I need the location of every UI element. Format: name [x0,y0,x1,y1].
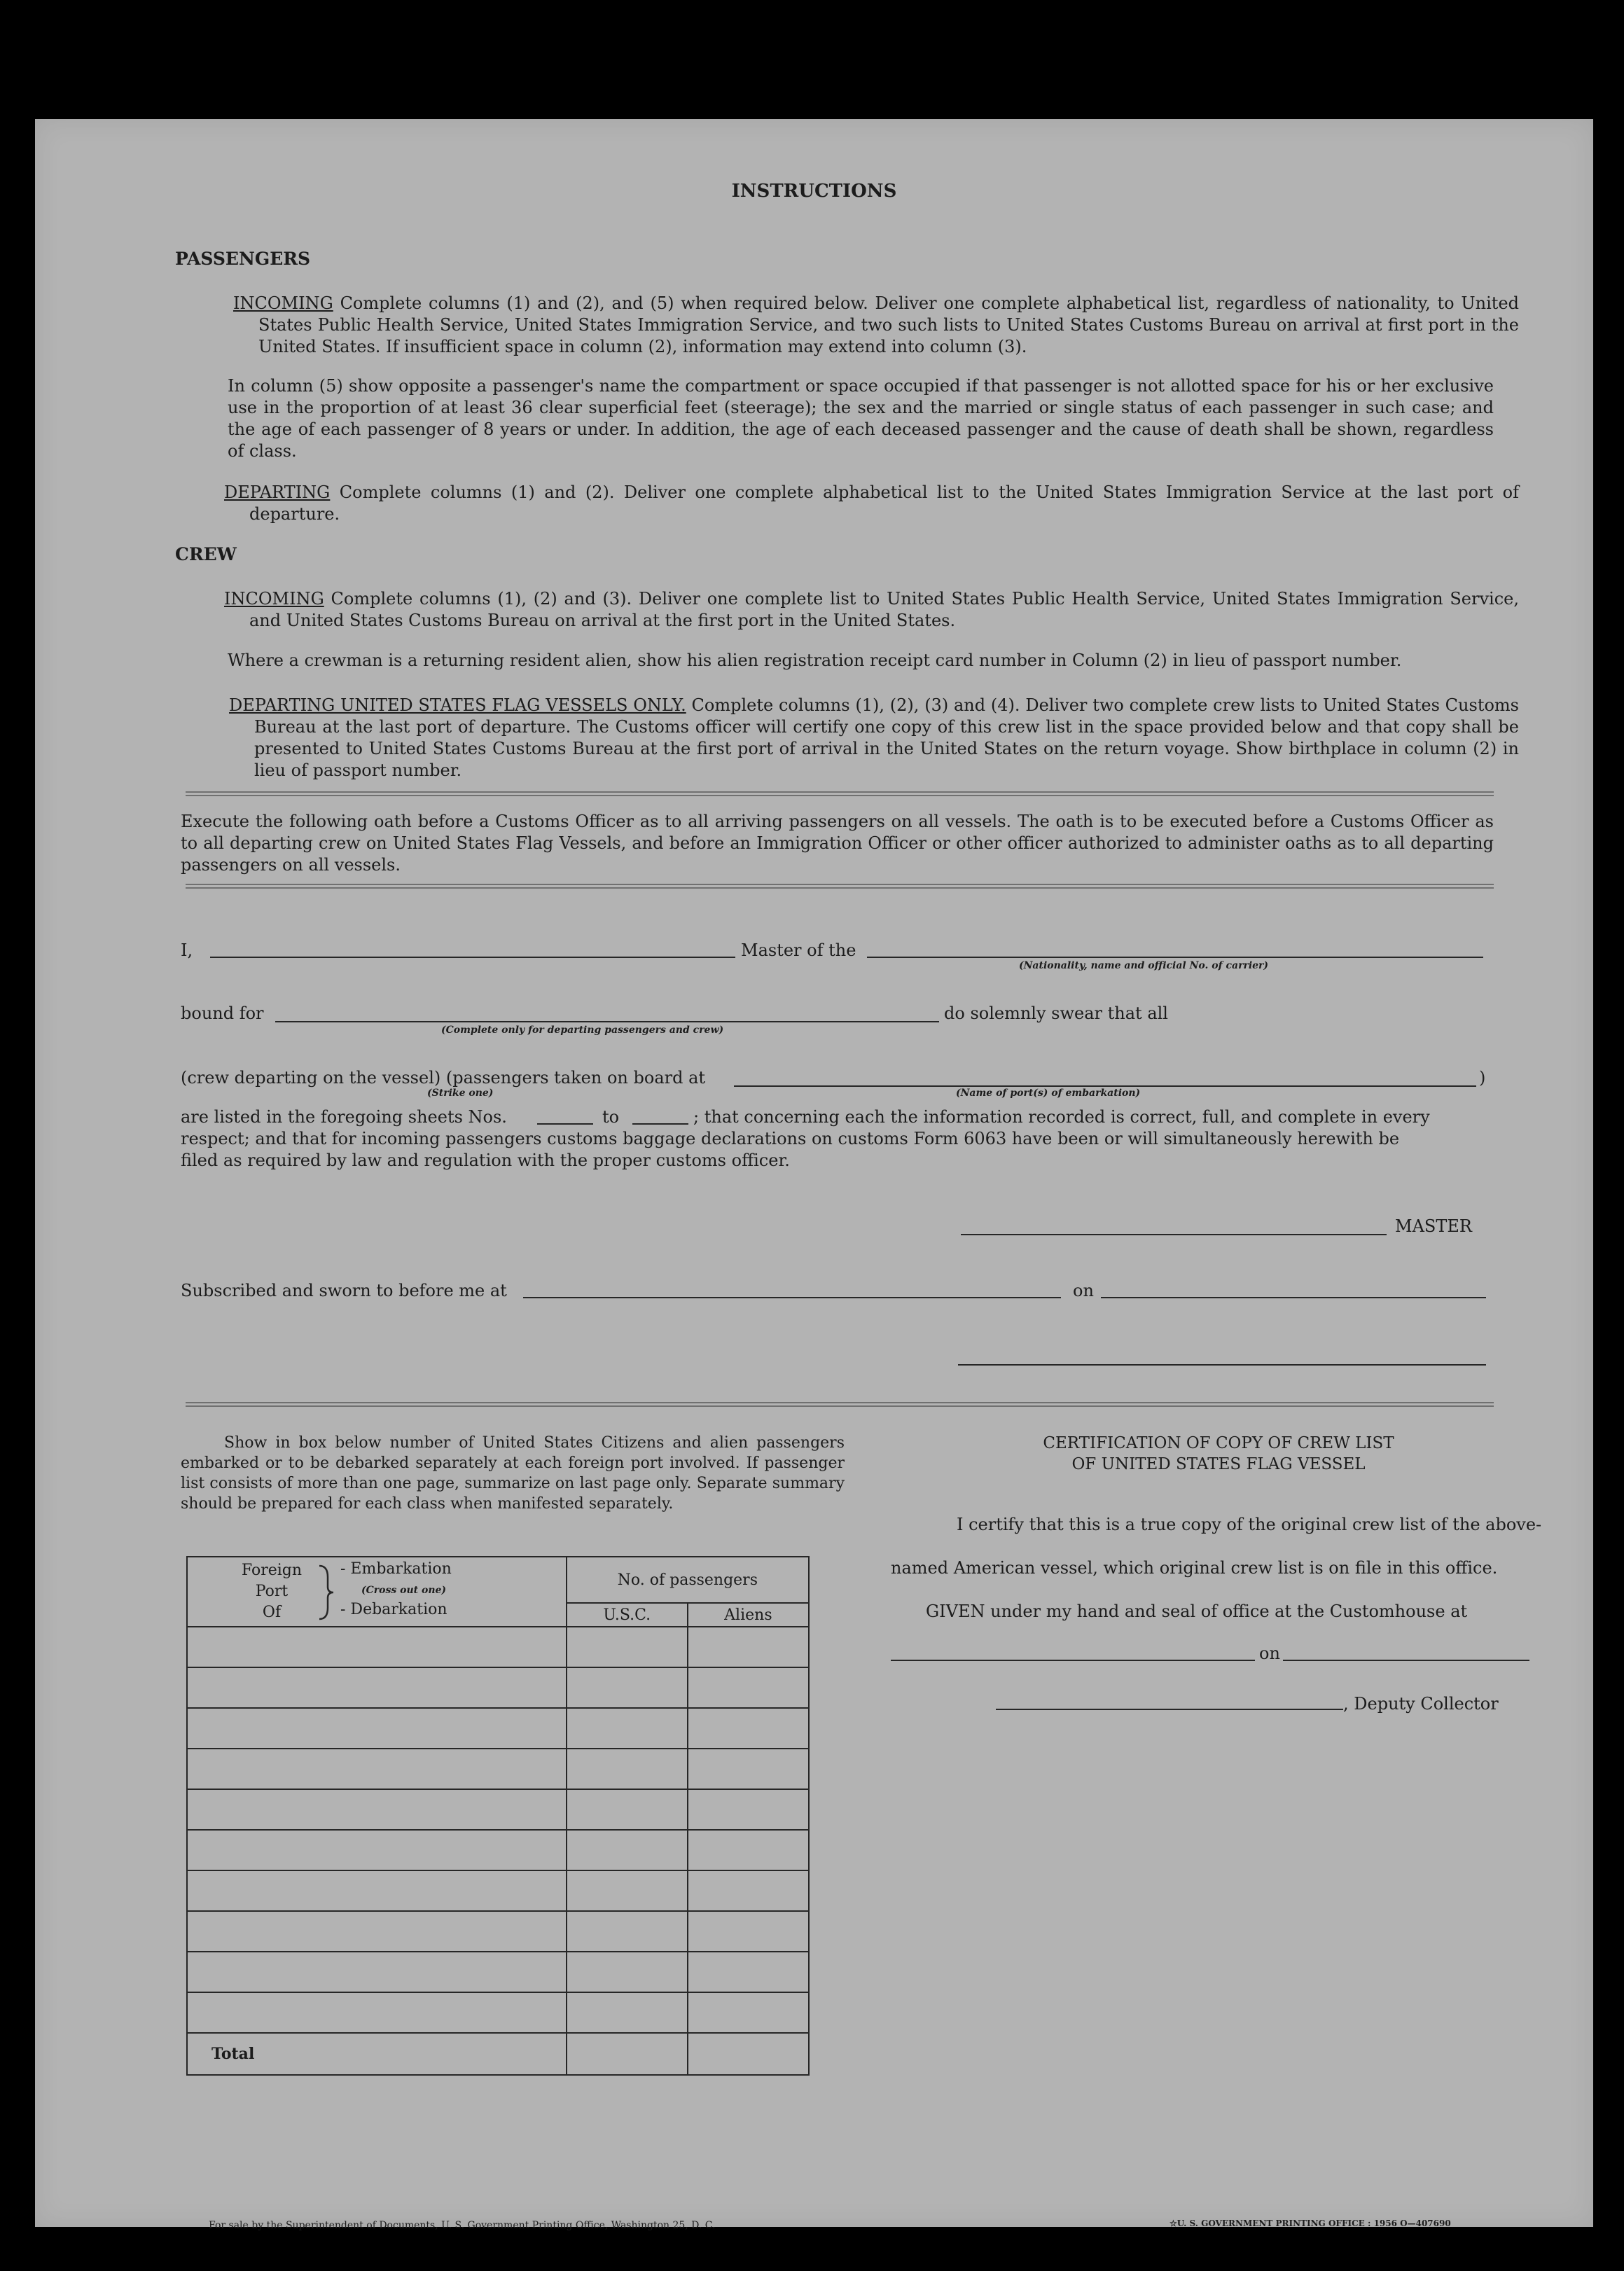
table-row [187,1830,809,1870]
port-header-cell [187,1557,567,1627]
listed-text-a: are listed in the foregoing sheets Nos. [181,1107,507,1127]
num-passengers-header: No. of passengers [567,1557,809,1603]
table-row [187,1992,809,2033]
crew-incoming-paragraph [224,588,1519,632]
page-title: INSTRUCTIONS [731,181,897,202]
usc-cell[interactable] [567,1667,688,1708]
foreign-label: Foreign [241,1562,303,1579]
crew-departing-text: Complete columns (1), (2), (3) and (4). Deliver two complete crew lists to United States Customs Bureau at the last port of departure. The Customs officer will certify one copy of this crew list in the space provided below and that copy shall be presented to United States Customs Bureau at the first port of arrival in the United States on the return voyage. Show birthplace in column (2) in lieu of passport number. [254,695,1519,780]
divider [186,884,1494,889]
cross-out-caption: (Cross out one) [361,1585,447,1596]
crew-departing-label: DEPARTING UNITED STATES FLAG VESSELS ONLY. [229,695,686,715]
certification-title-2: OF UNITED STATES FLAG VESSEL [1071,1455,1366,1473]
table-row [187,1627,809,1667]
usc-cell[interactable] [567,1708,688,1749]
total-aliens-cell[interactable] [688,2033,809,2075]
table-row [187,1667,809,1708]
passengers-incoming-paragraph [233,293,1519,358]
carrier-field[interactable] [867,957,1483,958]
port-cell[interactable] [187,1789,567,1830]
aliens-cell[interactable] [688,1830,809,1870]
sworn-on-label: on [1073,1281,1094,1300]
passengers-departing-text: Complete columns (1) and (2). Deliver one complete alphabetical list to the United States Immigration Service at the last port of departure. [249,482,1519,524]
table-row [187,1789,809,1830]
usc-cell[interactable] [567,1627,688,1667]
crew-incoming-text: Complete columns (1), (2) and (3). Deliver one complete list to United States Public Health Service, United States Immigration Service, and United States Customs Bureau on arrival at the first port in the United States. [249,589,1519,630]
crew-passengers-text: (crew departing on the vessel) (passengers taken on board at [181,1068,706,1088]
total-label: Total [187,2033,567,2075]
listed-text-c: respect; and that for incoming passengers customs baggage declarations on customs Form 6063 have been or will simultaneously herewith be [181,1129,1400,1148]
passengers-departing-paragraph [224,482,1519,525]
sheet-from-field[interactable] [537,1123,593,1125]
aliens-cell[interactable] [688,1708,809,1749]
port-cell[interactable] [187,1667,567,1708]
table-row [187,1911,809,1952]
master-signature-field[interactable] [961,1234,1387,1235]
oath-intro: Execute the following oath before a Customs Officer as to all arriving passengers on all vessels. The oath is to be executed before a Customs Officer as to all departing crew on United States Flag Vessels, and before an Immigration Officer or other officer authorized to administer oaths as to all departing passengers on all vessels. [181,812,1494,875]
certification-on-label: on [1259,1644,1280,1663]
certification-title-1: CERTIFICATION OF COPY OF CREW LIST [1043,1434,1394,1452]
port-cell[interactable] [187,1749,567,1789]
i-label: I, [181,940,193,960]
port-cell[interactable] [187,1830,567,1870]
aliens-cell[interactable] [688,1789,809,1830]
strike-one-caption: (Strike one) [427,1088,494,1099]
usc-cell[interactable] [567,1992,688,2033]
of-label: Of [262,1604,282,1621]
aliens-header: Aliens [688,1603,809,1627]
port-label: Port [255,1583,289,1600]
table-row [187,1708,809,1749]
listed-text-d: filed as required by law and regulation with the proper customs officer. [181,1151,790,1170]
passengers-incoming-text: Complete columns (1) and (2), and (5) when required below. Deliver one complete alphabetical list, regardless of nationality, to United States Public Health Service, United States Immigration Service, and two such lists to United States Customs Bureau on arrival at first port in the United States. If insufficient space in column (2), information may extend into column (3). [258,293,1519,356]
usc-cell[interactable] [567,1749,688,1789]
close-paren: ) [1479,1068,1486,1088]
debarkation-label: - Debarkation [340,1601,447,1618]
aliens-cell[interactable] [688,1667,809,1708]
summary-instructions: Show in box below number of United States Citizens and alien passengers embarked or to be debarked separately at each foreign port involved. If passenger list consists of more than one page, summarize on last page only. Separate summary should be prepared for each class when manifested separately. [181,1434,845,1513]
listed-to-label: to [602,1107,620,1127]
aliens-cell[interactable] [688,1911,809,1952]
bound-for-field[interactable] [275,1021,939,1022]
port-cell[interactable] [187,1870,567,1911]
given-text: GIVEN under my hand and seal of office at the Customhouse at [926,1602,1468,1621]
aliens-cell[interactable] [688,1992,809,2033]
total-usc-cell[interactable] [567,2033,688,2075]
crew-resident-paragraph: Where a crewman is a returning resident alien, show his alien registration receipt card number in Column (2) in lieu of passport number. [228,651,1402,670]
usc-cell[interactable] [567,1911,688,1952]
customhouse-field[interactable] [891,1660,1255,1661]
deputy-collector-signature-field[interactable] [996,1709,1343,1710]
sworn-date-field[interactable] [1101,1297,1486,1298]
gpo-sale-notice: For sale by the Superintendent of Documents, U. S. Government Printing Office, Washington 25, D. C. [209,2220,716,2231]
usc-cell[interactable] [567,1952,688,1992]
master-label: MASTER [1395,1216,1472,1236]
port-cell[interactable] [187,1952,567,1992]
aliens-cell[interactable] [688,1627,809,1667]
passengers-departing-label: DEPARTING [224,482,331,502]
port-cell[interactable] [187,1708,567,1749]
embarkation-label: - Embarkation [340,1560,452,1578]
passengers-heading: PASSENGERS [175,249,311,269]
total-row [187,2033,809,2075]
crew-departing-paragraph [229,695,1519,782]
certify-text-2: named American vessel, which original crew list is on file in this office. [891,1558,1498,1578]
certification-date-field[interactable] [1283,1660,1529,1661]
usc-cell[interactable] [567,1789,688,1830]
aliens-cell[interactable] [688,1952,809,1992]
port-cell[interactable] [187,1992,567,2033]
passenger-summary-table [186,1556,810,2076]
aliens-cell[interactable] [688,1870,809,1911]
deputy-collector-label: , Deputy Collector [1343,1694,1499,1714]
bound-for-caption: (Complete only for departing passengers and crew) [441,1025,724,1036]
ports-caption: (Name of port(s) of embarkation) [956,1088,1141,1099]
officer-signature-field[interactable] [958,1364,1486,1366]
usc-header: U.S.C. [567,1603,688,1627]
sworn-place-field[interactable] [523,1297,1061,1298]
port-cell[interactable] [187,1911,567,1952]
passengers-incoming-label: INCOMING [233,293,333,313]
certify-text-1: I certify that this is a true copy of the original crew list of the above- [957,1515,1542,1534]
divider [186,791,1494,796]
port-cell[interactable] [187,1627,567,1667]
printer-mark: ☆U. S. GOVERNMENT PRINTING OFFICE : 1956 O—407690 [1170,2218,1451,2228]
master-of-the-label: Master of the [741,940,856,960]
crew-incoming-label: INCOMING [224,589,324,609]
passengers-column5-paragraph: In column (5) show opposite a passenger's name the compartment or space occupied if that passenger is not allotted space for his or her exclusive use in the proportion of at least 36 clear superficial feet (steerage); the sex and the married or single status of each passenger in such case; and the age of each passenger of 8 years or under. In addition, the age of each deceased passenger and the cause of death shall be shown, regardless of class. [228,376,1494,461]
form-page [35,119,1593,2231]
master-name-field[interactable] [210,957,735,958]
listed-text-b: ; that concerning each the information recorded is correct, full, and complete in every [693,1107,1430,1127]
brace-icon [317,1563,336,1622]
table-row [187,1952,809,1992]
subscribed-label: Subscribed and sworn to before me at [181,1281,507,1300]
divider [186,1402,1494,1407]
table-row [187,1870,809,1911]
swear-text: do solemnly swear that all [944,1003,1168,1023]
aliens-cell[interactable] [688,1749,809,1789]
table-row [187,1749,809,1789]
carrier-caption: (Nationality, name and official No. of carrier) [1019,960,1269,971]
usc-cell[interactable] [567,1830,688,1870]
bound-for-label: bound for [181,1003,264,1023]
usc-cell[interactable] [567,1870,688,1911]
foreign-port-of-label [230,1560,314,1623]
crew-heading: CREW [175,544,237,564]
sheet-to-field[interactable] [632,1123,688,1125]
